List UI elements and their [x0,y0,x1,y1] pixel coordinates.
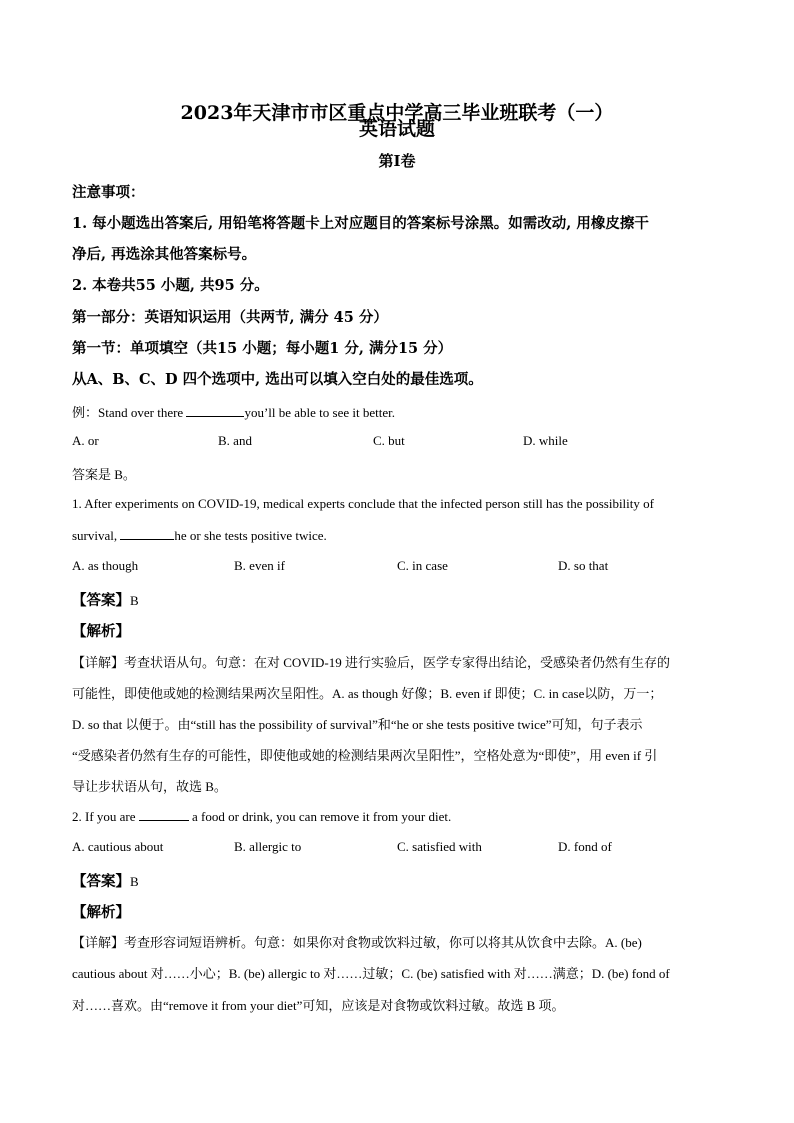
exam-title: 2023年天津市市区重点中学高三毕业班联考（一） [180,102,614,124]
example-stem-after: you’ll be able to see it better. [244,405,395,420]
example-stem-before: 例：Stand over there [72,405,187,420]
q2-answer [72,870,732,891]
q1-detail-line-5: 导让步状语从句，故选 B。 [72,779,227,794]
note-item-1-line-2: 净后, 再选涂其他答案标号。 [72,246,257,263]
q1-stem-before: survival, [72,528,121,543]
q1-analysis-label: 【解析】 [72,623,130,640]
q2-option-a: A. cautious about [72,839,164,854]
example-option-c: C. but [373,433,405,448]
example-answer: 答案是 B。 [72,467,136,482]
q2-detail-line-2: cautious about 对……小心；B. (be) allergic to 对……过敏；C. (be) satisfied with 对……满意；D. (be) fond of [72,966,670,981]
q1-answer-value: B [130,593,139,608]
notes-heading: 注意事项： [72,184,145,201]
q2-answer-label: 【答案】 [72,874,130,890]
volume-label: 第I卷 [378,152,416,170]
example-blank [186,404,244,417]
q2-detail-line-3: 对……喜欢。由“remove it from your diet”可知，应该是对食物或饮料过敏。故选 B 项。 [72,998,565,1013]
q2-option-b: B. allergic to [234,839,302,854]
q2-stem-before: 2. If you are [72,809,139,824]
q2-option-c: C. satisfied with [397,839,482,854]
section1-heading: 第一节：单项填空（共15 小题；每小题1 分, 满分15 分） [72,340,453,357]
q1-stem-line-2 [72,527,732,544]
instruction: 从A、B、C、D 四个选项中, 选出可以填入空白处的最佳选项。 [72,371,483,388]
q2-blank [139,808,189,821]
q2-analysis-label: 【解析】 [72,904,130,921]
q2-stem [72,808,732,825]
q1-answer [72,589,732,610]
q2-detail-line-1: 【详解】考查形容词短语辨析。句意：如果你对食物或饮料过敏，你可以将其从饮食中去除。A. (be) [72,935,642,950]
q1-detail-line-4: “受感染者仍然有生存的可能性，即使他或她的检测结果两次呈阳性”，空格处意为“即使”，用 even if 引 [72,748,658,763]
example-option-b: B. and [218,433,252,448]
q1-option-c: C. in case [397,558,448,573]
note-item-2: 2. 本卷共55 小题, 共95 分。 [72,277,269,294]
part1-heading: 第一部分：英语知识运用（共两节, 满分 45 分） [72,309,388,326]
q1-option-a: A. as though [72,558,139,573]
q2-stem-after: a food or drink, you can remove it from your diet. [188,809,452,824]
q1-option-b: B. even if [234,558,285,573]
q1-blank [120,527,174,540]
q1-answer-label: 【答案】 [72,593,130,609]
example-option-d: D. while [523,433,568,448]
q1-option-d: D. so that [558,558,609,573]
example-option-a: A. or [72,433,99,448]
q1-stem-after: he or she tests positive twice. [174,528,327,543]
q1-stem-line-1: 1. After experiments on COVID-19, medical experts conclude that the infected person still has the possibility of [72,496,654,511]
q1-detail-line-1: 【详解】考查状语从句。句意：在对 COVID-19 进行实验后，医学专家得出结论，受感染者仍然有生存的 [72,655,670,670]
q2-answer-value: B [130,874,139,889]
q2-option-d: D. fond of [558,839,612,854]
example-stem [72,402,732,421]
exam-subtitle: 英语试题 [358,118,435,140]
q1-detail-line-2: 可能性，即使他或她的检测结果两次呈阳性。A. as though 好像；B. even if 即使；C. in case以防，万一； [72,686,663,701]
q1-detail-line-3: D. so that 以便于。由“still has the possibility of survival”和“he or she tests positive twice”可知，句子表示 [72,717,643,732]
note-item-1-line-1: 1. 每小题选出答案后, 用铅笔将答题卡上对应题目的答案标号涂黑。如需改动, 用橡皮擦干 [72,215,649,232]
